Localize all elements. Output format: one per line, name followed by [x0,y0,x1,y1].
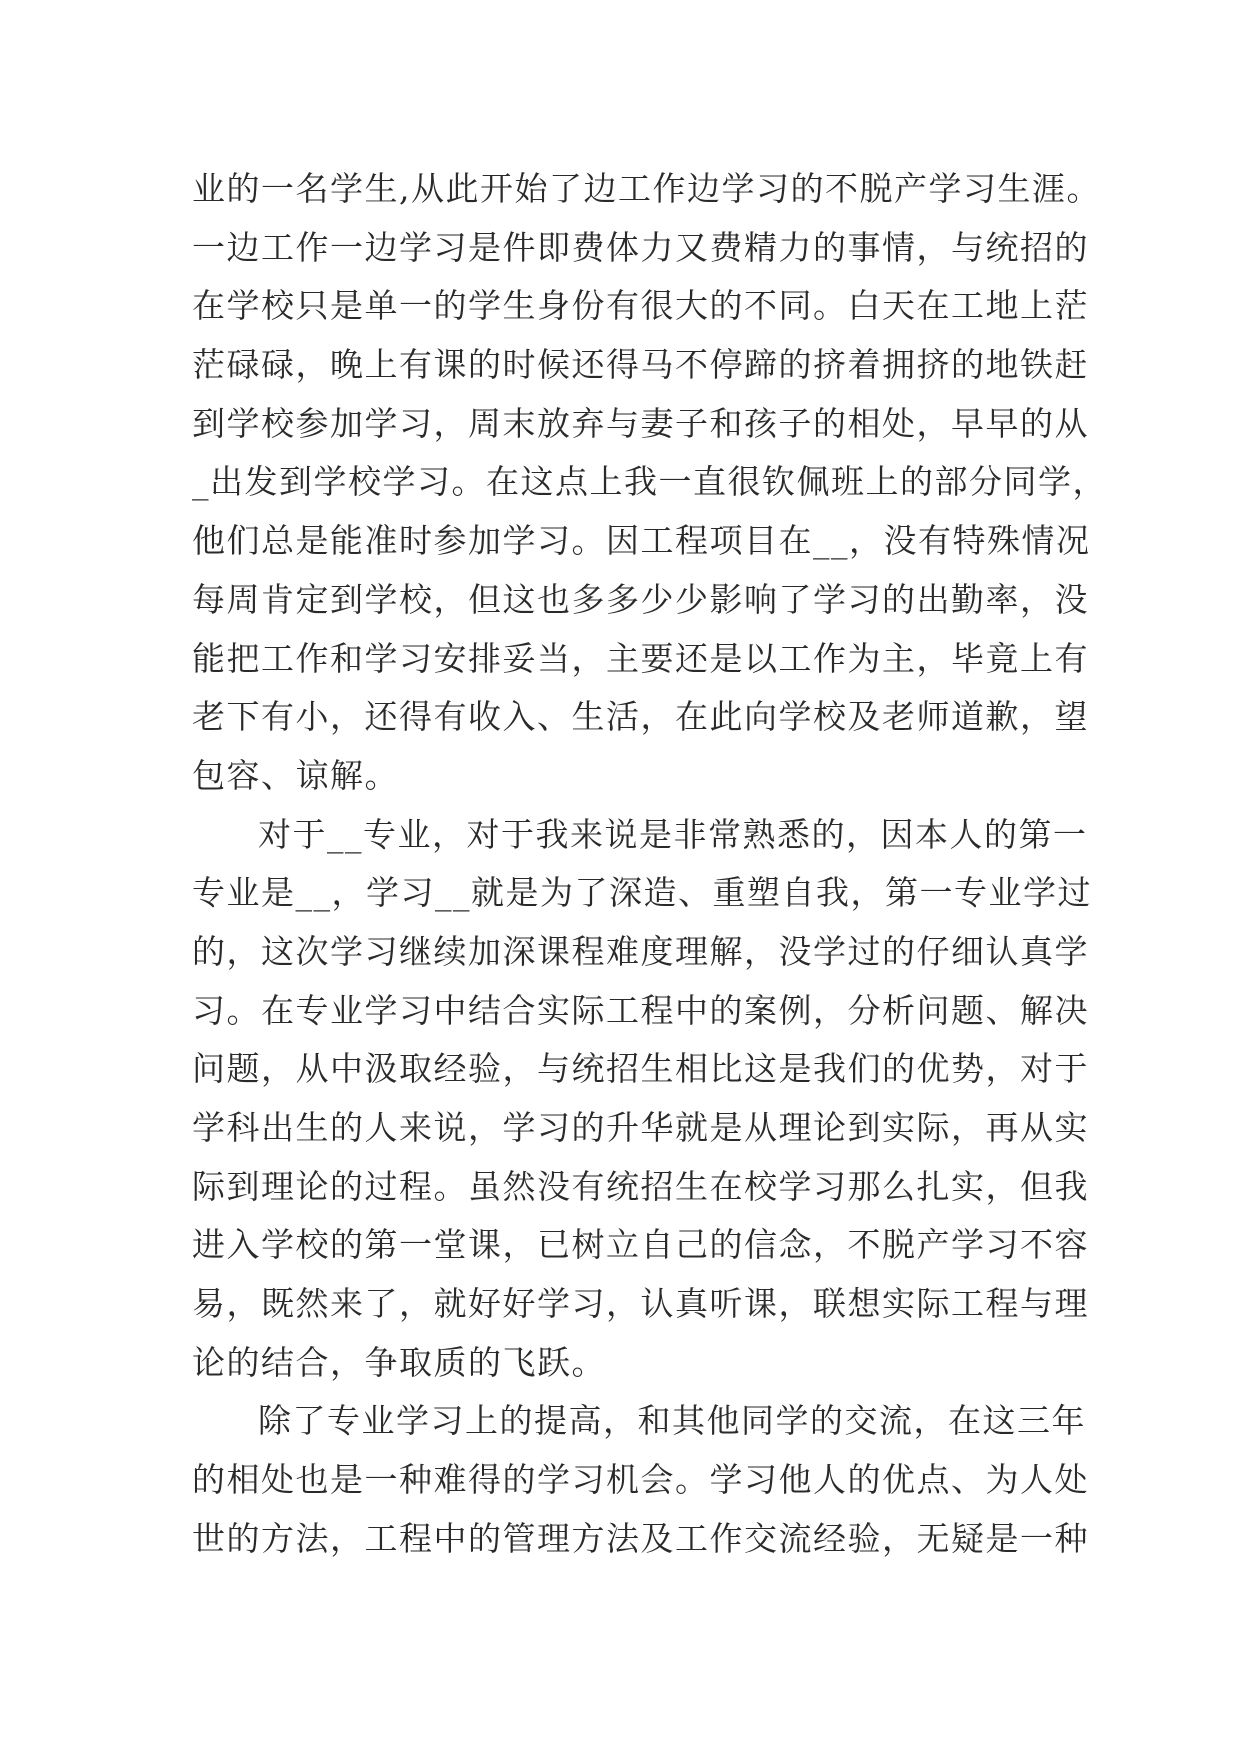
text-line: 专业是__，学习__就是为了深造、重塑自我，第一专业学过 [192,873,1092,913]
text-line: 际到理论的过程。虽然没有统招生在校学习那么扎实，但我 [192,1166,1089,1206]
text-line: 每周肯定到学校，但这也多多少少影响了学习的出勤率，没 [192,579,1089,619]
text-line: 他们总是能准时参加学习。因工程项目在__，没有特殊情况 [192,521,1091,561]
text-line: 世的方法，工程中的管理方法及工作交流经验，无疑是一种 [192,1518,1089,1558]
text-line: 老下有小，还得有收入、生活，在此向学校及老师道歉，望 [192,697,1089,737]
text-line: 包容、谅解。 [192,755,399,795]
text-line: 易，既然来了，就好好学习，认真听课，联想实际工程与理 [192,1284,1089,1324]
text-line: 的，这次学习继续加深课程难度理解，没学过的仔细认真学 [192,931,1089,971]
text-line: 在学校只是单一的学生身份有很大的不同。白天在工地上茫 [192,286,1089,326]
text-line: 除了专业学习上的提高，和其他同学的交流，在这三年 [258,1401,1086,1441]
text-line: 进入学校的第一堂课，已树立自己的信念，不脱产学习不容 [192,1225,1089,1265]
text-line: 茫碌碌，晚上有课的时候还得马不停蹄的挤着拥挤的地铁赶 [192,345,1089,385]
text-line: 的相处也是一种难得的学习机会。学习他人的优点、为人处 [192,1460,1089,1500]
text-line: 学科出生的人来说，学习的升华就是从理论到实际，再从实 [192,1108,1089,1147]
text-line: 业的一名学生,从此开始了边工作边学习的不脱产学习生涯。 [192,169,1101,208]
text-line: 问题，从中汲取经验，与统招生相比这是我们的优势，对于 [192,1049,1089,1089]
text-line: 论的结合，争取质的飞跃。 [192,1342,606,1382]
document-body [192,160,1107,1569]
text-line: 习。在专业学习中结合实际工程中的案例，分析问题、解决 [192,990,1089,1030]
text-line: 能把工作和学习安排妥当，主要还是以工作为主，毕竟上有 [192,638,1089,678]
text-line: _出发到学校学习。在这点上我一直很钦佩班上的部分同学， [192,462,1107,502]
text-line: 对于__专业，对于我来说是非常熟悉的，因本人的第一 [258,814,1088,854]
text-line: 到学校参加学习，周末放弃与妻子和孩子的相处，早早的从 [192,403,1089,443]
text-line: 一边工作一边学习是件即费体力又费精力的事情，与统招的 [192,227,1089,267]
